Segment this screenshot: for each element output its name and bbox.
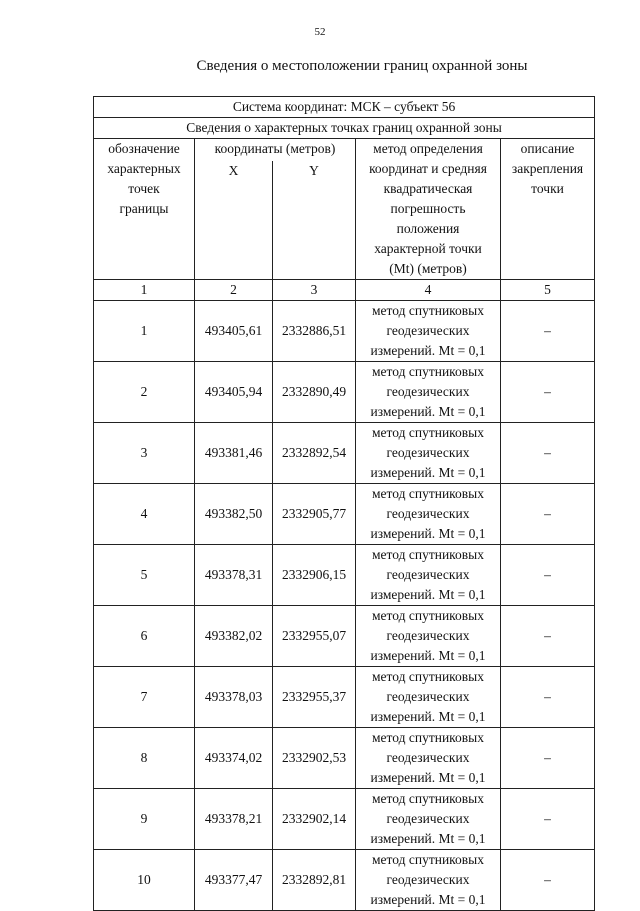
description-cell: – xyxy=(501,667,595,728)
y-coordinate-cell: 2332890,49 xyxy=(273,362,356,423)
table-row xyxy=(94,606,595,667)
method-cell xyxy=(356,728,501,789)
method-line: измерений. Mt = 0,1 xyxy=(370,343,486,358)
point-number-cell: 10 xyxy=(94,850,195,911)
method-line: геодезических xyxy=(386,445,470,460)
column-number: 4 xyxy=(356,280,501,301)
point-number-cell: 2 xyxy=(94,362,195,423)
column-number: 2 xyxy=(195,280,273,301)
table-subtitle-cell: Сведения о характерных точках границ охранной зоны xyxy=(94,118,595,139)
method-line: метод спутниковых xyxy=(372,669,484,684)
column-number: 5 xyxy=(501,280,595,301)
method-line: метод спутниковых xyxy=(372,852,484,867)
y-coordinate-cell: 2332902,53 xyxy=(273,728,356,789)
method-line: геодезических xyxy=(386,750,470,765)
y-coordinate-cell: 2332906,15 xyxy=(273,545,356,606)
method-line: метод спутниковых xyxy=(372,486,484,501)
description-cell: – xyxy=(501,606,595,667)
table-row xyxy=(94,484,595,545)
table-row xyxy=(94,545,595,606)
y-coordinate-cell: 2332886,51 xyxy=(273,301,356,362)
method-line: метод спутниковых xyxy=(372,547,484,562)
point-number-cell: 9 xyxy=(94,789,195,850)
x-coordinate-cell: 493405,61 xyxy=(195,301,273,362)
method-line: метод спутниковых xyxy=(372,608,484,623)
method-line: измерений. Mt = 0,1 xyxy=(370,404,486,419)
x-coordinate-cell: 493381,46 xyxy=(195,423,273,484)
description-cell: – xyxy=(501,789,595,850)
point-number-cell: 4 xyxy=(94,484,195,545)
method-line: метод спутниковых xyxy=(372,303,484,318)
point-number-cell: 1 xyxy=(94,301,195,362)
y-coordinate-cell: 2332905,77 xyxy=(273,484,356,545)
x-coordinate-cell: 493374,02 xyxy=(195,728,273,789)
header-description: описание закрепления точки xyxy=(501,139,595,280)
y-coordinate-cell: 2332892,54 xyxy=(273,423,356,484)
method-cell xyxy=(356,850,501,911)
point-number-cell: 8 xyxy=(94,728,195,789)
method-line: метод спутниковых xyxy=(372,791,484,806)
description-cell: – xyxy=(501,301,595,362)
method-line: измерений. Mt = 0,1 xyxy=(370,526,486,541)
column-number: 1 xyxy=(94,280,195,301)
header-coordinates: координаты (метров) xyxy=(195,139,356,162)
y-coordinate-cell: 2332902,14 xyxy=(273,789,356,850)
method-line: геодезических xyxy=(386,872,470,887)
method-line: метод спутниковых xyxy=(372,364,484,379)
description-cell: – xyxy=(501,484,595,545)
description-cell: – xyxy=(501,362,595,423)
method-line: метод спутниковых xyxy=(372,730,484,745)
method-line: геодезических xyxy=(386,628,470,643)
table-row xyxy=(94,423,595,484)
x-coordinate-cell: 493378,31 xyxy=(195,545,273,606)
point-number-cell: 5 xyxy=(94,545,195,606)
description-cell: – xyxy=(501,850,595,911)
x-coordinate-cell: 493382,02 xyxy=(195,606,273,667)
description-cell: – xyxy=(501,728,595,789)
table-row xyxy=(94,301,595,362)
page-number: 52 xyxy=(314,26,326,38)
x-coordinate-cell: 493382,50 xyxy=(195,484,273,545)
table-row xyxy=(94,728,595,789)
table-row xyxy=(94,850,595,911)
method-cell xyxy=(356,484,501,545)
description-cell: – xyxy=(501,423,595,484)
method-line: геодезических xyxy=(386,384,470,399)
method-cell xyxy=(356,423,501,484)
x-coordinate-cell: 493405,94 xyxy=(195,362,273,423)
method-line: измерений. Mt = 0,1 xyxy=(370,892,486,907)
coordinates-table xyxy=(93,96,595,911)
method-line: геодезических xyxy=(386,323,470,338)
description-cell: – xyxy=(501,545,595,606)
method-cell xyxy=(356,545,501,606)
method-line: метод спутниковых xyxy=(372,425,484,440)
method-line: геодезических xyxy=(386,506,470,521)
point-number-cell: 3 xyxy=(94,423,195,484)
method-cell xyxy=(356,606,501,667)
column-number-row xyxy=(94,280,595,301)
method-line: измерений. Mt = 0,1 xyxy=(370,770,486,785)
column-number: 3 xyxy=(273,280,356,301)
table-row xyxy=(94,362,595,423)
header-y: Y xyxy=(273,161,356,280)
y-coordinate-cell: 2332955,07 xyxy=(273,606,356,667)
method-cell xyxy=(356,667,501,728)
method-line: измерений. Mt = 0,1 xyxy=(370,709,486,724)
method-line: геодезических xyxy=(386,689,470,704)
point-number-cell: 6 xyxy=(94,606,195,667)
y-coordinate-cell: 2332955,37 xyxy=(273,667,356,728)
header-method: метод определения координат и средняя квадратическая погрешность положения характерной точки (Mt) (метров) xyxy=(356,139,501,280)
method-line: геодезических xyxy=(386,811,470,826)
x-coordinate-cell: 493378,21 xyxy=(195,789,273,850)
method-cell xyxy=(356,301,501,362)
table-row xyxy=(94,789,595,850)
method-cell xyxy=(356,362,501,423)
x-coordinate-cell: 493378,03 xyxy=(195,667,273,728)
method-line: измерений. Mt = 0,1 xyxy=(370,587,486,602)
document-title: Сведения о местоположении границ охранной зоны xyxy=(196,58,528,74)
x-coordinate-cell: 493377,47 xyxy=(195,850,273,911)
point-number-cell: 7 xyxy=(94,667,195,728)
y-coordinate-cell: 2332892,81 xyxy=(273,850,356,911)
method-cell xyxy=(356,789,501,850)
table-row xyxy=(94,667,595,728)
header-point-designation: обозначение характерных точек границы xyxy=(94,139,195,280)
method-line: измерений. Mt = 0,1 xyxy=(370,465,486,480)
header-x: X xyxy=(195,161,273,280)
method-line: измерений. Mt = 0,1 xyxy=(370,831,486,846)
coordinate-system-cell: Система координат: МСК – субъект 56 xyxy=(94,97,595,118)
method-line: измерений. Mt = 0,1 xyxy=(370,648,486,663)
method-line: геодезических xyxy=(386,567,470,582)
